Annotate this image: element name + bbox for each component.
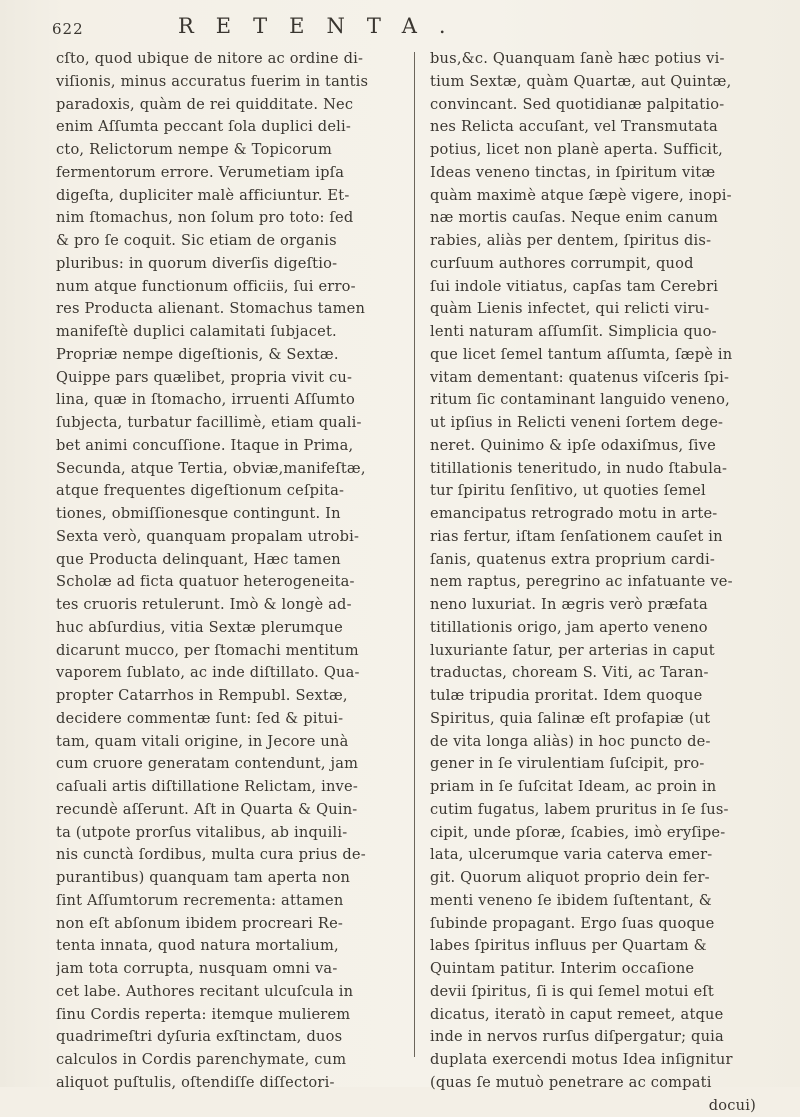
- text-line: cipit, unde pſoræ, ſcabies, imò eryſipe-: [430, 822, 768, 845]
- text-line: non eſt abſonum ibidem procreari Re-: [56, 913, 400, 936]
- text-line: potius, licet non planè aperta. Sufficit,: [430, 139, 768, 162]
- text-line: quadrimeſtri dyſuria exſtinctam, duos: [56, 1026, 400, 1049]
- page-header: [52, 14, 752, 44]
- text-line: Quintam patitur. Interim occaſione: [430, 958, 768, 981]
- text-line: dicatus, iteratò in caput remeet, atque: [430, 1004, 768, 1027]
- text-line: priam in ſe ſuſcitat Ideam, ac proin in: [430, 776, 768, 799]
- text-line: quàm maximè atque ſæpè vigere, inopi-: [430, 185, 768, 208]
- text-line: tiones, obmiſſionesque contingunt. In: [56, 503, 400, 526]
- text-line: luxuriante ſatur, per arterias in caput: [430, 640, 768, 663]
- text-line: que licet ſemel tantum aſſumta, ſæpè in: [430, 344, 768, 367]
- text-line: pluribus: in quorum diverſis digeſtio-: [56, 253, 400, 276]
- text-line: fermentorum errore. Verumetiam ipſa: [56, 162, 400, 185]
- text-line: vitam dementant: quatenus viſceris ſpi-: [430, 367, 768, 390]
- text-line: ſubjecta, turbatur facillimè, etiam quali-: [56, 412, 400, 435]
- text-line: lenti naturam aſſumſit. Simplicia quo-: [430, 321, 768, 344]
- text-line: caſuali artis diſtillatione Relictam, inve-: [56, 776, 400, 799]
- text-line: aliquot puſtulis, oſtendiſſe diſſectori-: [56, 1072, 400, 1095]
- text-line: Ideas veneno tinctas, in ſpiritum vitæ: [430, 162, 768, 185]
- text-line: tes cruoris retulerunt. Imò & longè ad-: [56, 594, 400, 617]
- text-line: paradoxis, quàm de rei quidditate. Nec: [56, 94, 400, 117]
- text-line: duplata exercendi motus Idea inſignitur: [430, 1049, 768, 1072]
- text-line: digeſta, dupliciter malè afficiuntur. Et-: [56, 185, 400, 208]
- text-line: cto, Relictorum nempe & Topicorum: [56, 139, 400, 162]
- text-line: labes ſpiritus influus per Quartam &: [430, 935, 768, 958]
- text-line: rias fertur, iſtam ſenſationem cauſet in: [430, 526, 768, 549]
- text-line: titillationis teneritudo, in nudo ſtabula-: [430, 458, 768, 481]
- text-line: cet labe. Authores recitant ulcuſcula in: [56, 981, 400, 1004]
- text-line: ritum ſic contaminant languido veneno,: [430, 389, 768, 412]
- text-line: & pro ſe coquit. Sic etiam de organis: [56, 230, 400, 253]
- text-line: bet animi concuſſione. Itaque in Prima,: [56, 435, 400, 458]
- text-line: que Producta delinquant, Hæc tamen: [56, 549, 400, 572]
- text-line: res Producta alienant. Stomachus tamen: [56, 298, 400, 321]
- text-line: devii ſpiritus, ſi is qui ſemel motui eſt: [430, 981, 768, 1004]
- text-line: ſinu Cordis reperta: itemque mulierem: [56, 1004, 400, 1027]
- text-line: atque frequentes digeſtionum ceſpita-: [56, 480, 400, 503]
- text-line: decidere commentæ ſunt: ſed & pitui-: [56, 708, 400, 731]
- text-line: manifeſtè duplici calamitati ſubjacet.: [56, 321, 400, 344]
- text-line: (quas ſe mutuò penetrare ac compati: [430, 1072, 768, 1095]
- text-line: tium Sextæ, quàm Quartæ, aut Quintæ,: [430, 71, 768, 94]
- text-line: de vita longa aliàs) in hoc puncto de-: [430, 731, 768, 754]
- text-line: cſto, quod ubique de nitore ac ordine di-: [56, 48, 400, 71]
- text-line: emancipatus retrogrado motu in arte-: [430, 503, 768, 526]
- text-line: git. Quorum aliquot proprio dein fer-: [430, 867, 768, 890]
- text-line: tenta innata, quod natura mortalium,: [56, 935, 400, 958]
- text-line: Spiritus, quia ſalinæ eſt profapiæ (ut: [430, 708, 768, 731]
- text-line: lina, quæ in ſtomacho, irruenti Aſſumto: [56, 389, 400, 412]
- text-line: ut ipſius in Relicti veneni ſortem dege-: [430, 412, 768, 435]
- text-line: menti veneno ſe ibidem ſuſtentant, &: [430, 890, 768, 913]
- text-line: convincant. Sed quotidianæ palpitatio-: [430, 94, 768, 117]
- text-line: tur ſpiritu ſenſitivo, ut quoties ſemel: [430, 480, 768, 503]
- text-line: purantibus) quanquam tam aperta non: [56, 867, 400, 890]
- text-line: curſuum authores corrumpit, quod: [430, 253, 768, 276]
- text-line: Quippe pars quælibet, propria vivit cu-: [56, 367, 400, 390]
- text-line: ſanis, quatenus extra proprium cardi-: [430, 549, 768, 572]
- text-line: neret. Quinimo & ipſe odaxiſmus, ſive: [430, 435, 768, 458]
- text-line: tam, quam vitali origine, in Jecore unà: [56, 731, 400, 754]
- text-line: ſint Aſſumtorum recrementa: attamen: [56, 890, 400, 913]
- text-line: næ mortis cauſas. Neque enim canum: [430, 207, 768, 230]
- text-line: propter Catarrhos in Rempubl. Sextæ,: [56, 685, 400, 708]
- text-line: traductas, choream S. Viti, ac Taran-: [430, 662, 768, 685]
- text-line: jam tota corrupta, nusquam omni va-: [56, 958, 400, 981]
- left-text-column: [56, 48, 400, 1095]
- text-line: docui): [430, 1095, 768, 1117]
- text-line: Scholæ ad ficta quatuor heterogeneita-: [56, 571, 400, 594]
- text-line: cutim fugatus, labem pruritus in ſe ſus-: [430, 799, 768, 822]
- text-line: huc abſurdius, vitia Sextæ plerumque: [56, 617, 400, 640]
- text-line: calculos in Cordis parenchymate, cum: [56, 1049, 400, 1072]
- text-line: viſionis, minus accuratus fuerim in tantis: [56, 71, 400, 94]
- text-line: ſubinde propagant. Ergo ſuas quoque: [430, 913, 768, 936]
- text-line: Secunda, atque Tertia, obviæ,manifeſtæ,: [56, 458, 400, 481]
- text-line: rabies, aliàs per dentem, ſpiritus dis-: [430, 230, 768, 253]
- text-line: num atque functionum officiis, ſui erro-: [56, 276, 400, 299]
- text-line: ſui indole vitiatus, capſas tam Cerebri: [430, 276, 768, 299]
- text-line: tulæ tripudia proritat. Idem quoque: [430, 685, 768, 708]
- running-title: RETENTA.: [178, 14, 468, 38]
- text-line: recundè aſſerunt. Aſt in Quarta & Quin-: [56, 799, 400, 822]
- text-line: Propriæ nempe digeſtionis, & Sextæ.: [56, 344, 400, 367]
- text-line: Sexta verò, quanquam propalam utrobi-: [56, 526, 400, 549]
- text-line: dicarunt mucco, per ſtomachi mentitum: [56, 640, 400, 663]
- text-line: nem raptus, peregrino ac infatuante ve-: [430, 571, 768, 594]
- text-line: enim Aſſumta peccant ſola duplici deli-: [56, 116, 400, 139]
- page-number: 622: [52, 20, 84, 38]
- text-line: lata, ulcerumque varia caterva emer-: [430, 844, 768, 867]
- right-text-column: [430, 48, 768, 1117]
- text-line: quàm Lienis infectet, qui relicti viru-: [430, 298, 768, 321]
- text-line: neno luxuriat. In ægris verò præfata: [430, 594, 768, 617]
- text-line: titillationis origo, jam aperto veneno: [430, 617, 768, 640]
- text-line: nes Relicta accuſant, vel Transmutata: [430, 116, 768, 139]
- text-line: ta (utpote prorſus vitalibus, ab inquili-: [56, 822, 400, 845]
- column-divider: [414, 52, 415, 1057]
- text-line: nis cunctà ſordibus, multa cura prius de-: [56, 844, 400, 867]
- text-line: cum cruore generatam contendunt, jam: [56, 753, 400, 776]
- text-line: nim ſtomachus, non ſolum pro toto: ſed: [56, 207, 400, 230]
- text-line: gener in ſe virulentiam ſuſcipit, pro-: [430, 753, 768, 776]
- text-line: vaporem ſublato, ac inde diſtillato. Qua-: [56, 662, 400, 685]
- text-line: bus,&c. Quanquam ſanè hæc potius vi-: [430, 48, 768, 71]
- text-line: inde in nervos rurſus diſpergatur; quia: [430, 1026, 768, 1049]
